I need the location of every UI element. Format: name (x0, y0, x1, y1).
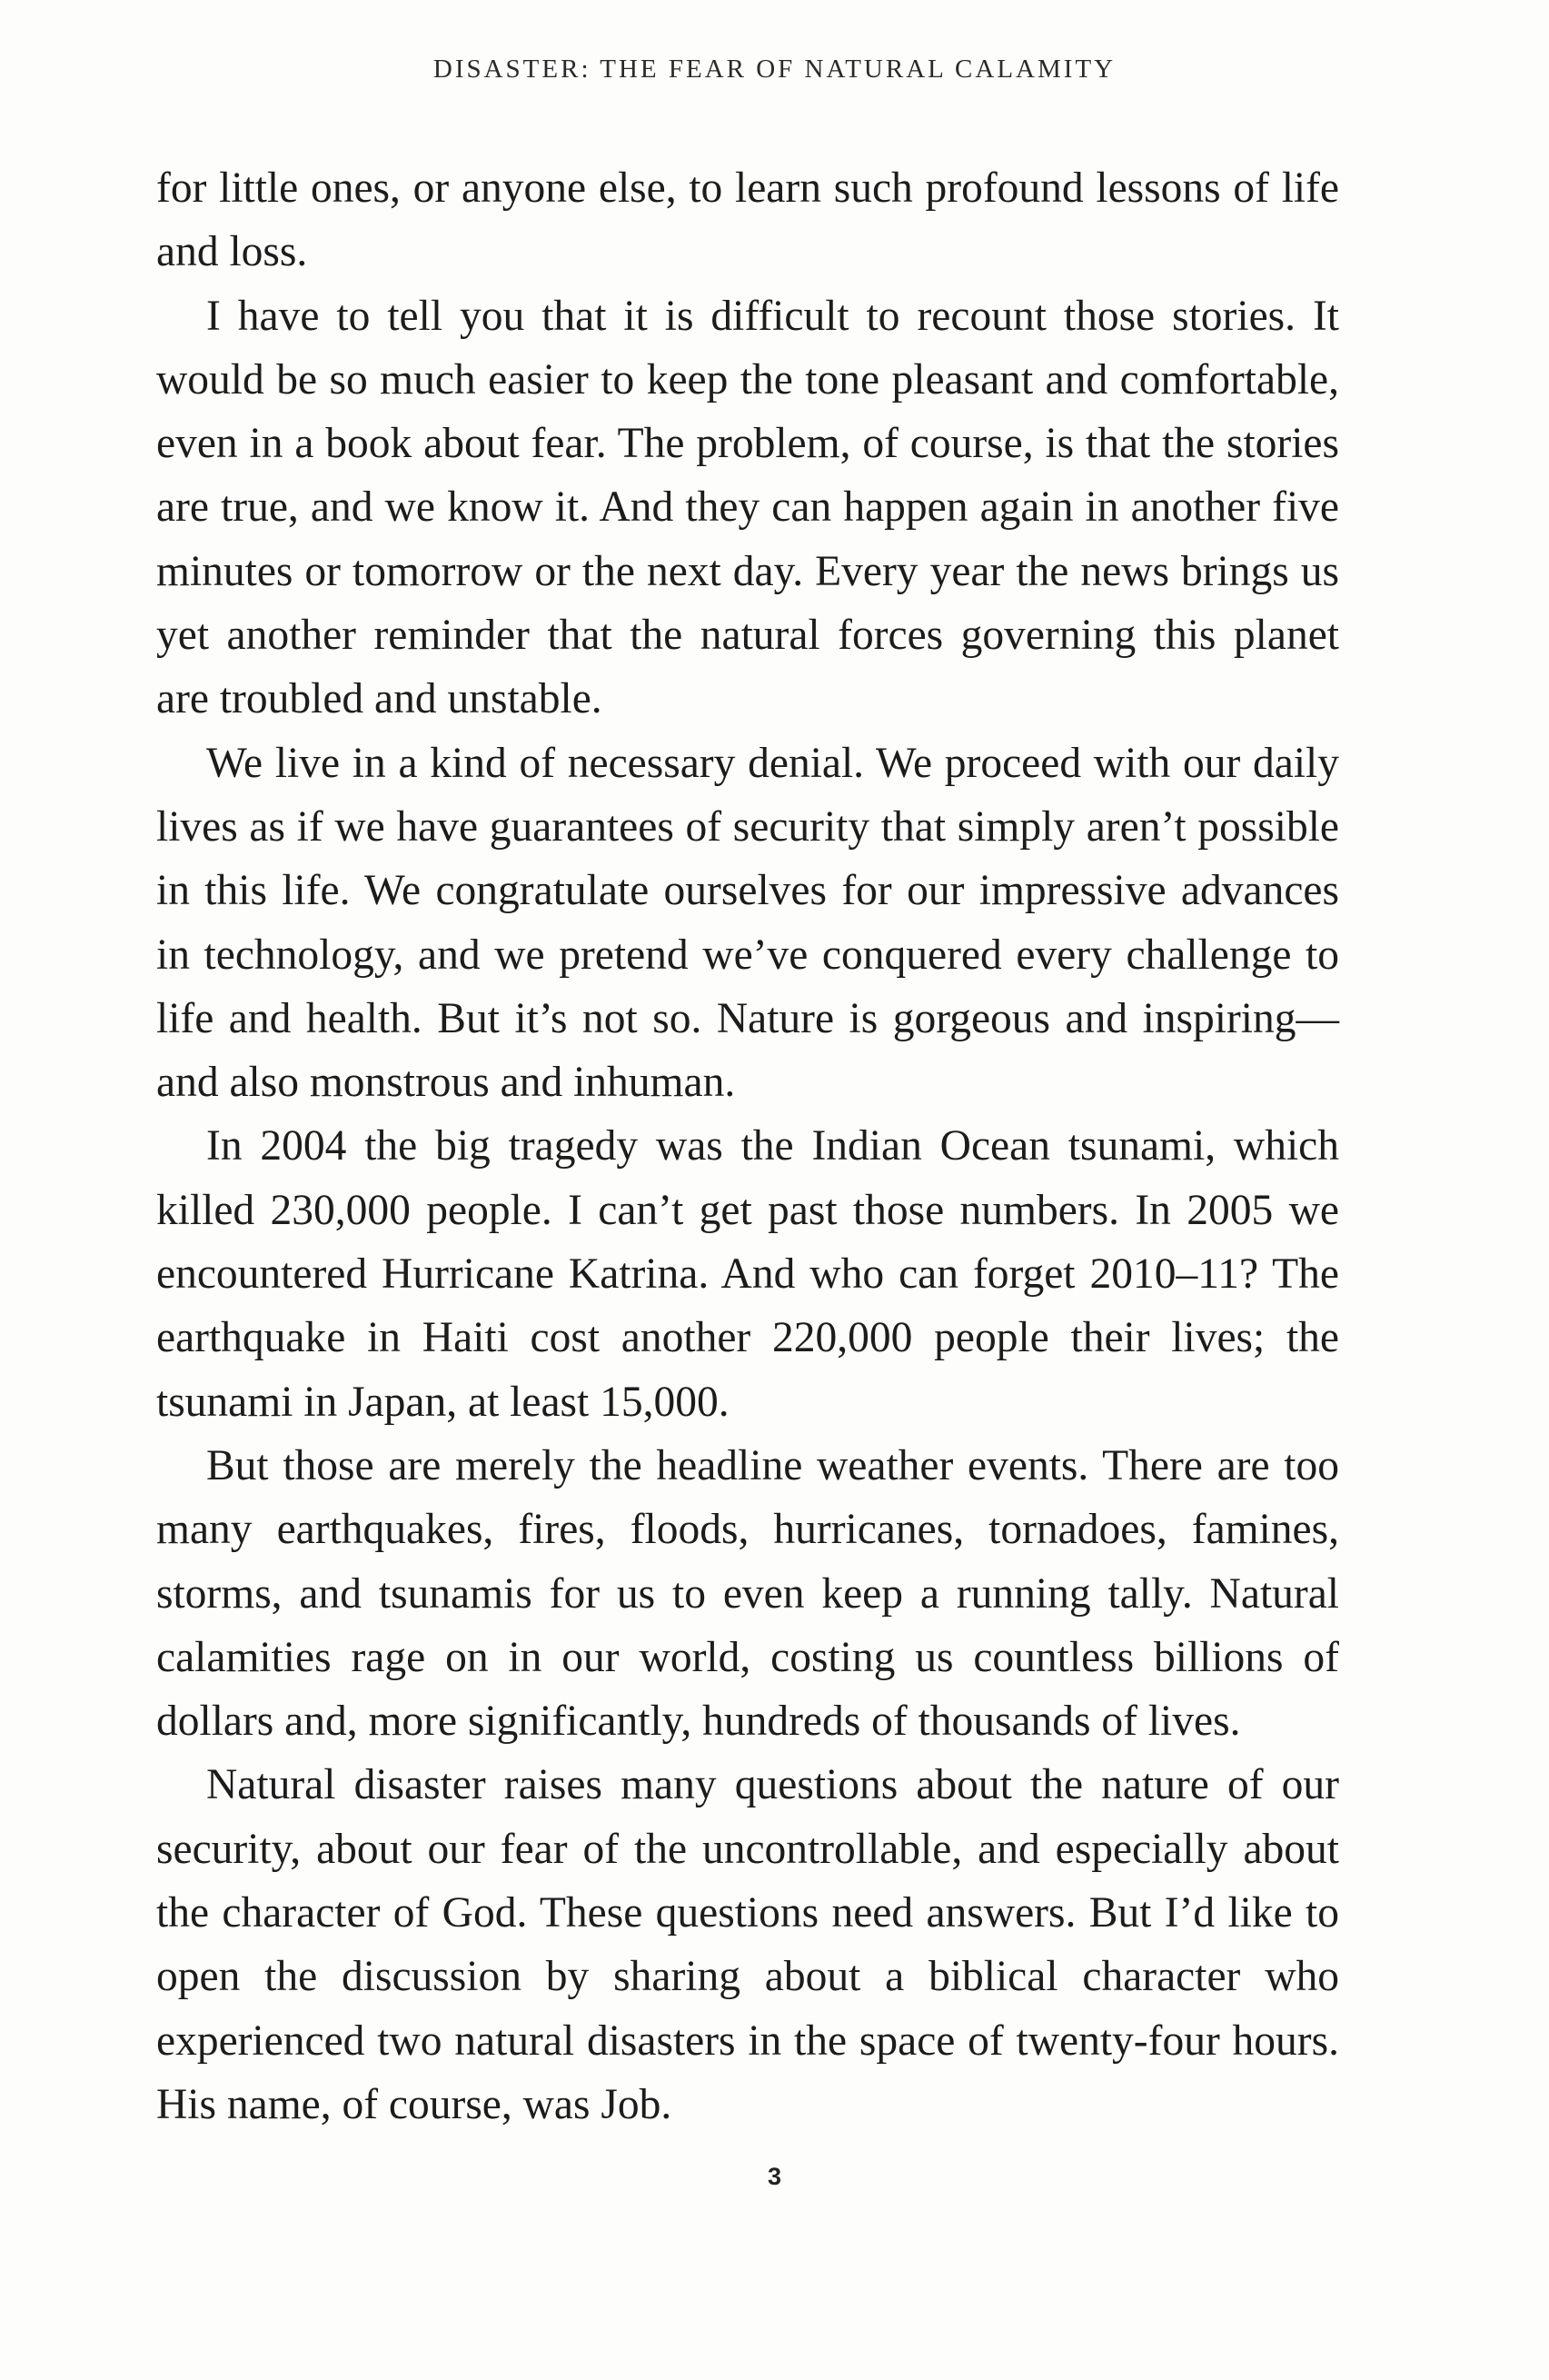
running-head: DISASTER: THE FEAR OF NATURAL CALAMITY (432, 55, 1117, 84)
paragraph: We live in a kind of necessary denial. We proceed with our daily lives as if we have guarantees of security that simply aren’t possible in this life. We congratulate ourselves for our impressive advances in technology, and we pretend we’ve conquered every challenge to life and health. But it’s not so. Nature is gorgeous and inspiring—and also monstrous and inhuman. (156, 739, 1339, 1107)
paragraph: I have to tell you that it is difficult to recount those stories. It would be so much easier to keep the tone pleasant and comfortable, even in a book about fear. The problem, of course, is that the stories are true, and we know it. And they can happen again in another five minutes or tomorrow or the next day. Every year the news brings us yet another reminder that the natural forces governing this planet are troubled and unstable. (156, 292, 1339, 723)
body-text (156, 156, 1339, 2136)
paragraph-continued: for little ones, or anyone else, to learn such profound lessons of life and loss. (156, 164, 1339, 276)
paragraph: Natural disaster raises many questions about the nature of our security, about our fear of the uncontrollable, and especially about the character of God. These questions need answers. But I’d like to open the discussion by sharing about a biblical character who experienced two natural disasters in the space of twenty-four hours. His name, of course, was Job. (156, 1761, 1339, 2128)
paragraph: But those are merely the headline weather events. There are too many earthquakes, fires, floods, hurricanes, tornadoes, famines, storms, and tsunamis for us to even keep a running tally. Natural calamities rage on in our world, costing us countless billions of dollars and, more significantly, hundreds of thousands of lives. (156, 1441, 1339, 1746)
page-number: 3 (767, 2163, 782, 2190)
paragraph: In 2004 the big tragedy was the Indian Ocean tsunami, which killed 230,000 people. I can’t get past those numbers. In 2005 we encountered Hurricane Katrina. And who can forget 2010–11? The earthquake in Haiti cost another 220,000 people their lives; the tsunami in Japan, at least 15,000. (156, 1122, 1339, 1426)
